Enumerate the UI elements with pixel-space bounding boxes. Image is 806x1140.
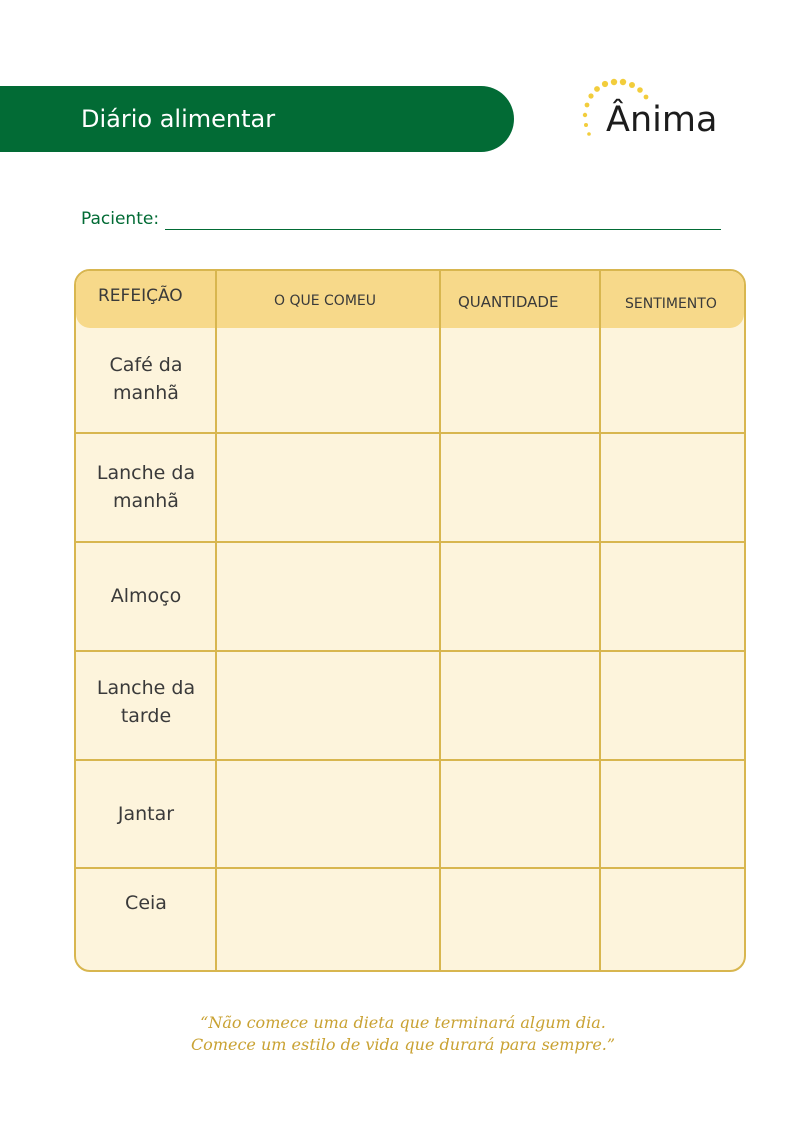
column-header-feeling: SENTIMENTO (625, 296, 717, 312)
food-diary-table (74, 269, 746, 972)
meal-label-line: Jantar (117, 803, 175, 825)
column-divider (599, 271, 601, 970)
meal-label-lunch (76, 582, 216, 610)
meal-label-afternoon-snack (76, 674, 216, 730)
quote-line: Comece um estilo de vida que durará para sempre.” (190, 1035, 616, 1054)
patient-field[interactable] (81, 206, 721, 230)
meal-label-line: Lanche da (96, 677, 196, 699)
meal-label-morning-snack (76, 459, 216, 515)
motivational-quote (150, 1012, 656, 1056)
row-divider (76, 759, 744, 761)
meal-label-breakfast (76, 351, 216, 407)
meal-label-dinner (76, 800, 216, 828)
patient-label: Paciente: (81, 209, 160, 229)
column-header-meal: REFEIÇÃO (98, 286, 183, 306)
meal-label-supper (76, 889, 216, 917)
meal-label-line: manhã (113, 490, 179, 512)
meal-label-line: Café da (109, 354, 183, 376)
column-header-what-ate: O QUE COMEU (274, 293, 376, 309)
anima-logo (580, 78, 740, 148)
column-divider (439, 271, 441, 970)
page-title: Diário alimentar (81, 105, 276, 133)
patient-name-line[interactable] (165, 210, 721, 230)
meal-label-line: Lanche da (96, 462, 196, 484)
row-divider (76, 432, 744, 434)
title-banner (0, 86, 514, 152)
meal-label-line: Ceia (125, 892, 167, 914)
row-divider (76, 867, 744, 869)
column-header-quantity: QUANTIDADE (458, 293, 559, 311)
meal-label-line: manhã (113, 382, 179, 404)
meal-label-line: tarde (120, 705, 172, 727)
row-divider (76, 650, 744, 652)
quote-line: “Não comece uma dieta que terminará algum dia. (200, 1013, 606, 1032)
logo-text: Ânima (606, 100, 718, 140)
row-divider (76, 541, 744, 543)
meal-label-line: Almoço (110, 585, 182, 607)
